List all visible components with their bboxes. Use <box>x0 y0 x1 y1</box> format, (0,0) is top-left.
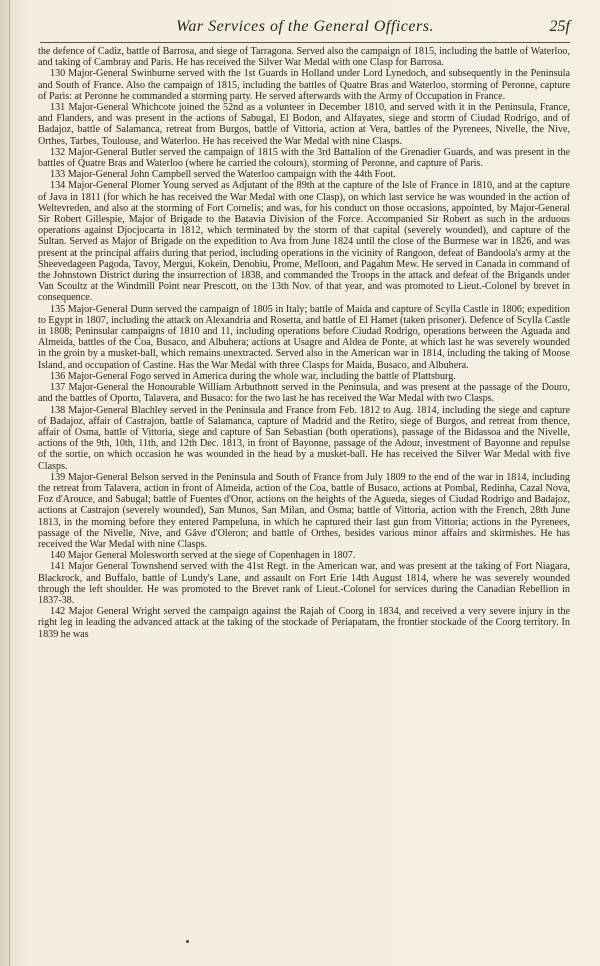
paragraph-137: 137 Major-General the Honourable William Arbuthnott served in the Peninsula, and was present at the passage of the Douro, and the battles of Oporto, Talavera, and Busaco: for the two last he has received the War Medal with two Clasps. <box>38 382 570 405</box>
paragraph-141: 141 Major General Townshend served with the 41st Regt. in the American war, and was present at the taking of Fort Niagara, Blackrock, and Buffalo, battle of Lundy's Lane, and assault on Fort Erie 14th August 1814, where he was severely wounded through the left shoulder. He was promoted to the Brevet rank of Lieut.-Colonel for services during the Canadian Rebellion in 1837-38. <box>38 561 570 606</box>
paragraph-134: 134 Major-General Plomer Young served as Adjutant of the 89th at the capture of the Isle of France in 1810, and at the capture of Java in 1811 (for which he has received the War Medal with one Clasp), on which last service he was wounded in the action of Weltevreden, and also at the storming of Fort Cornelis; and was, for his conduct on those occasions, appointed, by Major-General Sir Robert Gillespie, Major of Brigade to the Batavia Division of the Force. Accompanied Sir Robert as such in the arduous operations against Djocjocarta in 1812, which terminated by the storm of that capital (severely wounded), and capture of the Sultan. Served as Major of Brigade on the expedition to Ava from June 1824 until the close of the Burmese war in 1826, and was present at the principal affairs during that period, including operations in the vicinity of Rangoon, defeat of Bandoola's army at the Sheevedageen Pagoda, Tavoy, Mergui, Kokein, Denobiu, Prome, Melloon, and Pagahm Mew. He served in Canada in command of the Johnstown District during the insurrection of 1838, and commanded the Troops in the attack and defeat of the Brigands under Van Scoultz at the Windmill Point near Prescott, on the 13th Nov. of that year, and was promoted to Lieut.-Colonel by brevet in consequence. <box>38 180 570 304</box>
paragraph-130: 130 Major-General Swinburne served with the 1st Guards in Holland under Lord Lynedoch, and subsequently in the Peninsula and South of France. Also the campaign of 1815, including the battles of Quatre Bras and Waterloo, storming of Peronne, capture of Paris: at Peronne he commanded a storming party. He served afterwards with the Army of Occupation in France. <box>38 68 570 102</box>
paragraph-131: 131 Major-General Whichcote joined the 52nd as a volunteer in December 1810, and served with it in the Peninsula, France, and Flanders, and was present in the actions of Sabugal, El Bodon, and Alfayates, siege and storm of Ciudad Rodrigo, and of Badajoz, battle of Salamanca, retreat from Burgos, battle of Vittoria, action at Vera, battles of the Pyrenees, Nivelle, the Nive, Orthes, Tarbes, Toulouse, and Waterloo. He has received the War Medal with nine Clasps. <box>38 102 570 147</box>
paragraph-139: 139 Major-General Belson served in the Peninsula and South of France from July 1809 to the end of the war in 1814, including the retreat from Talavera, action in front of Almeida, action of the Coa, battle of Busaco, actions at Pombal, Redinha, Cazal Nova, Foz d'Arouce, and Sabugal; battle of Fuentes d'Onor, actions on the heights of the Agueda, sieges of Ciudad Rodrigo and Badajoz, actions at Castrajon (severely wounded), San Munos, San Milan, and Osma; battle of Vittoria, action with the French, 28th June 1813, in the morning before they entered Pampeluna, in which he captured their last gun from Vittoria; actions in the Pyrenees, passage of the Nivelle, Nive, and Gâve d'Oleron; and battle of Orthes, besides various minor affairs and skirmishes. He has received the War Medal with nine Clasps. <box>38 471 570 550</box>
paragraph-140: 140 Major General Molesworth served at the siege of Copenhagen in 1807. <box>50 550 356 562</box>
printer-dot-mark <box>186 940 189 943</box>
paragraph-133: 133 Major-General John Campbell served the Waterloo campaign with the 44th Foot. <box>50 169 396 181</box>
paragraph-135: 135 Major-General Dunn served the campaign of 1805 in Italy; battle of Maida and capture of Scylla Castle in 1806; expedition to Egypt in 1807, including the attack on Alexandria and Rosetta, and battle of El Hamet (taken prisoner). Defence of Scylla Castle in 1808; Peninsular campaigns of 1810 and 11, including operations before Ciudad Rodrigo, operations between the Aguada and Almeida, battles of the Coa, Busaco, and Albuhera; actions at Usagre and Aldea de Ponte, at which last he was severely wounded in the groin by a musket-ball, which remains unextracted. Served also in the American war in 1814, including the taking of Moose Island, and occupation of Castine. Has the War Medal with three Clasps for Maida, Busaco, and Albuhera. <box>38 303 570 371</box>
page-number: 25f <box>549 18 570 35</box>
binding-gutter <box>9 0 10 966</box>
page-header <box>40 18 570 40</box>
running-head: War Services of the General Officers. <box>176 18 434 35</box>
paragraph-142: 142 Major General Wright served the campaign against the Rajah of Coorg in 1834, and received a very severe injury in the right leg in leading the advanced attack at the taking of the stockade of Periapatam, the frontier stockade of the Coorg territory. In 1839 he was <box>38 606 570 640</box>
body-text <box>38 46 570 640</box>
paragraph-136: 136 Major-General Fogo served in America during the whole war, including the battle of Plattsburg. <box>50 370 456 382</box>
header-rule <box>40 42 570 43</box>
paragraph-continuation: the defence of Cadiz, battle of Barrosa, and siege of Tarragona. Served also the campaign of 1815, including the battle of Waterloo, and taking of Cambray and Paris. He has received the Silver War Medal with one Clasp for Barrosa. <box>38 46 570 69</box>
paragraph-132: 132 Major-General Butler served the campaign of 1815 with the 3rd Battalion of the Grenadier Guards, and was present in the battles of Quatre Bras and Waterloo (where he carried the colours), storming of Peronne, and capture of Paris. <box>38 146 570 170</box>
paragraph-138: 138 Major-General Blachley served in the Peninsula and France from Feb. 1812 to Aug. 1814, including the siege and capture of Badajoz, affair of Castrajon, battle of Salamanca, capture of Madrid and the Retiro, siege of Burgos, and retreat from thence, affair of Osma, battle of Vittoria, siege and capture of San Sebastian (both operations), passage of the Bidassoa and the Nivelle, actions of the 9th, 10th, 11th, and 12th Dec. 1813, in front of Bayonne, passage of the Adour, investment of Bayonne and repulse of the sortie, on which occasion he was wounded in the head by a musket-ball. He has received the Silver War Medal with five Clasps. <box>38 404 570 472</box>
